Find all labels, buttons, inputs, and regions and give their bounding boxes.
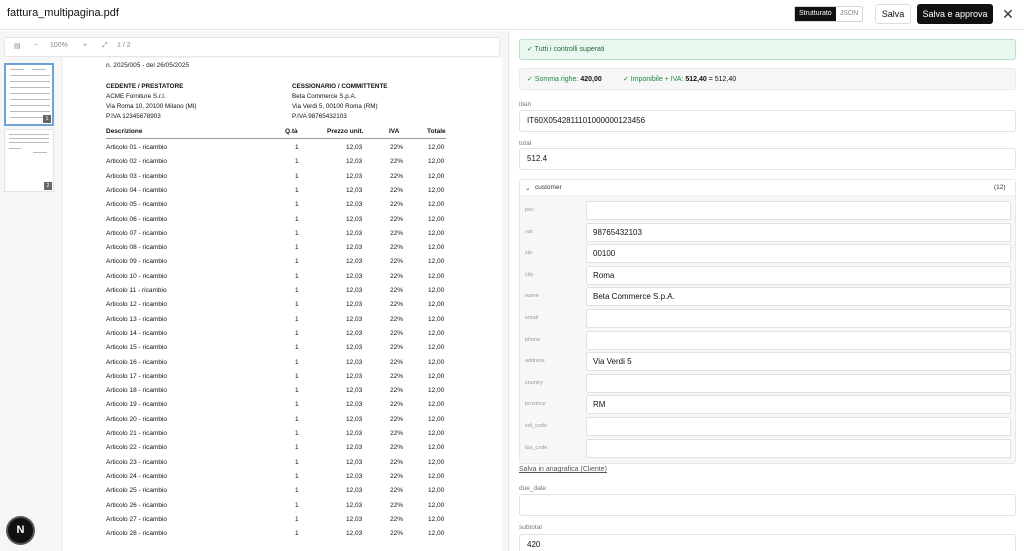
extraction-form bbox=[510, 31, 1024, 551]
pdf-toolbar bbox=[4, 37, 500, 57]
customer-phone-label: phone bbox=[525, 336, 541, 343]
cell-unit-price: 12,03 bbox=[346, 458, 363, 466]
cell-quantity: 1 bbox=[295, 144, 299, 151]
cell-vat: 22% bbox=[390, 515, 404, 523]
customer-province-label: province bbox=[525, 401, 546, 408]
cell-description: Articolo 18 - ricambio bbox=[106, 387, 168, 395]
column-unit-price: Prezzo unit. bbox=[327, 128, 364, 135]
buyer-vat: P.IVA 98765432103 bbox=[292, 113, 347, 120]
cell-vat: 22% bbox=[390, 215, 404, 223]
cell-total: 12,00 bbox=[428, 515, 445, 523]
total-label: total bbox=[519, 140, 532, 147]
customer-tax-code-label: tax_code bbox=[525, 444, 548, 451]
customer-sdi-code-label: sdi_code bbox=[525, 423, 548, 429]
cell-unit-price: 12,03 bbox=[346, 201, 363, 209]
cell-vat: 22% bbox=[390, 258, 404, 266]
table-row bbox=[106, 386, 446, 400]
cell-quantity: 1 bbox=[295, 458, 299, 466]
customer-group bbox=[519, 179, 1016, 464]
cell-vat: 22% bbox=[390, 472, 404, 480]
buyer-block bbox=[292, 82, 388, 122]
cell-vat: 22% bbox=[390, 186, 404, 194]
seller-vat: P.IVA 12345678903 bbox=[106, 113, 161, 120]
document-filename: fattura_multipagina.pdf bbox=[7, 7, 119, 19]
cell-total: 12,00 bbox=[428, 387, 445, 395]
cell-vat: 22% bbox=[390, 144, 404, 151]
sum-check-label: ✓ Somma righe: bbox=[527, 76, 579, 83]
buyer-heading: CESSIONARIO / COMMITTENTE bbox=[292, 83, 388, 90]
invoice-number: n. 2025/005 - del 26/05/2025 bbox=[106, 62, 190, 69]
subtotal-field[interactable]: 420 bbox=[519, 534, 1016, 551]
cell-unit-price: 12,03 bbox=[346, 387, 363, 395]
cell-vat: 22% bbox=[390, 244, 404, 252]
cell-description: Articolo 10 - ricambio bbox=[106, 272, 168, 280]
table-row bbox=[106, 529, 446, 543]
cell-total: 12,00 bbox=[428, 501, 445, 509]
cell-vat: 22% bbox=[390, 201, 404, 209]
cell-description: Articolo 09 - ricambio bbox=[106, 258, 168, 266]
view-mode-json[interactable]: JSON bbox=[839, 10, 859, 17]
cell-unit-price: 12,03 bbox=[346, 186, 363, 194]
total-field[interactable]: 512.4 bbox=[519, 148, 1016, 170]
cell-vat: 22% bbox=[390, 430, 404, 437]
table-row bbox=[106, 257, 446, 271]
cell-unit-price: 12,03 bbox=[346, 501, 363, 509]
cell-unit-price: 12,03 bbox=[346, 144, 363, 151]
cell-description: Articolo 17 - ricambio bbox=[106, 372, 168, 380]
cell-total: 12,00 bbox=[428, 272, 445, 280]
customer-vat-label: vat bbox=[525, 228, 533, 235]
page-thumbnails bbox=[4, 63, 54, 549]
cell-unit-price: 12,03 bbox=[346, 172, 363, 180]
subtotal-label: subtotal bbox=[519, 524, 542, 531]
table-row bbox=[106, 515, 446, 529]
cell-quantity: 1 bbox=[295, 515, 299, 523]
zoom-out-button[interactable]: − bbox=[34, 42, 39, 49]
validation-banner: ✓ Tutti i controlli superati bbox=[519, 39, 1016, 60]
cell-quantity: 1 bbox=[295, 315, 299, 323]
table-row bbox=[106, 343, 446, 357]
table-row bbox=[106, 200, 446, 214]
table-row bbox=[106, 143, 446, 157]
table-row bbox=[106, 300, 446, 314]
table-row bbox=[106, 286, 446, 300]
cell-quantity: 1 bbox=[295, 301, 299, 309]
table-row bbox=[106, 329, 446, 343]
cell-quantity: 1 bbox=[295, 172, 299, 180]
cell-description: Articolo 07 - ricambio bbox=[106, 229, 168, 237]
cell-vat: 22% bbox=[390, 501, 404, 509]
cell-description: Articolo 04 - ricambio bbox=[106, 186, 168, 194]
column-total: Totale bbox=[427, 128, 446, 135]
cell-total: 12,00 bbox=[428, 258, 445, 266]
app-logo-badge[interactable]: N bbox=[8, 518, 33, 543]
table-row bbox=[106, 186, 446, 200]
cell-description: Articolo 19 - ricambio bbox=[106, 401, 168, 409]
customer-zip-field[interactable]: 00100 bbox=[586, 244, 1011, 263]
cell-unit-price: 12,03 bbox=[346, 530, 363, 538]
cell-total: 12,00 bbox=[428, 401, 445, 409]
cell-total: 12,00 bbox=[428, 430, 445, 437]
pdf-page bbox=[62, 58, 502, 551]
table-row bbox=[106, 415, 446, 429]
customer-name-field[interactable]: Beta Commerce S.p.A. bbox=[586, 287, 1011, 306]
cell-total: 12,00 bbox=[428, 229, 445, 237]
table-row bbox=[106, 429, 446, 443]
cell-total: 12,00 bbox=[428, 201, 445, 209]
cell-quantity: 1 bbox=[295, 329, 299, 337]
cell-unit-price: 12,03 bbox=[346, 244, 363, 252]
cell-description: Articolo 25 - ricambio bbox=[106, 487, 168, 495]
table-row bbox=[106, 172, 446, 186]
cell-unit-price: 12,03 bbox=[346, 215, 363, 223]
cell-unit-price: 12,03 bbox=[346, 430, 363, 437]
table-row bbox=[106, 443, 446, 457]
cell-quantity: 1 bbox=[295, 430, 299, 437]
view-mode-structured[interactable]: Strutturato bbox=[795, 7, 836, 21]
customer-group-title: customer bbox=[535, 184, 562, 191]
table-row bbox=[106, 157, 446, 171]
cell-unit-price: 12,03 bbox=[346, 472, 363, 480]
thumbnail-page-2[interactable] bbox=[4, 129, 54, 192]
cell-description: Articolo 05 - ricambio bbox=[106, 201, 168, 209]
customer-tax-code-field[interactable] bbox=[586, 439, 1011, 458]
cell-unit-price: 12,03 bbox=[346, 229, 363, 237]
tax-check-label: ✓ Imponibile + IVA: bbox=[623, 76, 684, 83]
customer-name-label: name bbox=[525, 293, 539, 300]
column-vat: IVA bbox=[389, 128, 400, 135]
customer-city-field[interactable]: Roma bbox=[586, 266, 1011, 285]
cell-vat: 22% bbox=[390, 372, 404, 380]
cell-unit-price: 12,03 bbox=[346, 401, 363, 409]
cell-description: Articolo 24 - ricambio bbox=[106, 472, 168, 480]
table-row bbox=[106, 472, 446, 486]
zoom-level: 100% bbox=[50, 42, 68, 49]
customer-email-field[interactable] bbox=[586, 309, 1011, 328]
customer-address-field[interactable]: Via Verdi 5 bbox=[586, 352, 1011, 371]
cell-description: Articolo 22 - ricambio bbox=[106, 444, 168, 452]
cell-vat: 22% bbox=[390, 487, 404, 495]
buyer-address: Via Verdi 5, 00100 Roma (RM) bbox=[292, 103, 378, 110]
tax-check-value: 512,40 bbox=[685, 76, 707, 83]
cell-description: Articolo 23 - ricambio bbox=[106, 458, 168, 466]
sum-check-value: 420,00 bbox=[580, 76, 602, 83]
zoom-in-button[interactable]: + bbox=[83, 42, 88, 49]
table-row bbox=[106, 372, 446, 386]
cell-description: Articolo 26 - ricambio bbox=[106, 501, 168, 509]
seller-name: ACME Forniture S.r.l. bbox=[106, 93, 166, 100]
seller-block bbox=[106, 82, 197, 122]
save-and-approve-button[interactable]: Salva e approva bbox=[917, 4, 993, 24]
cell-description: Articolo 12 - ricambio bbox=[106, 301, 168, 309]
cell-quantity: 1 bbox=[295, 344, 299, 352]
cell-description: Articolo 13 - ricambio bbox=[106, 315, 168, 323]
cell-vat: 22% bbox=[390, 287, 404, 294]
cell-unit-price: 12,03 bbox=[346, 487, 363, 495]
cell-vat: 22% bbox=[390, 301, 404, 309]
cell-vat: 22% bbox=[390, 401, 404, 409]
cell-vat: 22% bbox=[390, 272, 404, 280]
cell-total: 12,00 bbox=[428, 472, 445, 480]
thumbnail-page-1[interactable] bbox=[4, 63, 54, 126]
seller-heading: CEDENTE / PRESTATORE bbox=[106, 83, 184, 90]
cell-description: Articolo 11 - ricambio bbox=[106, 287, 167, 294]
cell-total: 12,00 bbox=[428, 172, 445, 180]
cell-total: 12,00 bbox=[428, 344, 445, 352]
customer-address-label: address bbox=[525, 358, 545, 365]
items-table-header bbox=[106, 127, 446, 139]
cell-description: Articolo 27 - ricambio bbox=[106, 515, 168, 523]
cell-description: Articolo 28 - ricambio bbox=[106, 530, 168, 538]
cell-vat: 22% bbox=[390, 229, 404, 237]
cell-vat: 22% bbox=[390, 387, 404, 395]
table-row bbox=[106, 400, 446, 414]
cell-quantity: 1 bbox=[295, 272, 299, 280]
cell-total: 12,00 bbox=[428, 415, 445, 423]
view-mode-toggle[interactable] bbox=[794, 6, 863, 22]
cell-description: Articolo 03 - ricambio bbox=[106, 172, 168, 180]
cell-quantity: 1 bbox=[295, 358, 299, 366]
cell-quantity: 1 bbox=[295, 487, 299, 495]
customer-zip-label: zip bbox=[525, 250, 533, 257]
cell-description: Articolo 01 - ricambio bbox=[106, 144, 168, 151]
table-row bbox=[106, 486, 446, 500]
cell-quantity: 1 bbox=[295, 229, 299, 237]
tax-check-result: = 512,40 bbox=[708, 76, 737, 83]
cell-unit-price: 12,03 bbox=[346, 344, 363, 352]
cell-unit-price: 12,03 bbox=[346, 272, 363, 280]
table-row bbox=[106, 229, 446, 243]
cell-quantity: 1 bbox=[295, 530, 299, 538]
customer-pec-label: pec bbox=[525, 207, 534, 213]
buyer-name: Beta Commerce S.p.A. bbox=[292, 93, 357, 100]
customer-city-label: city bbox=[525, 271, 534, 278]
due-date-field[interactable] bbox=[519, 494, 1016, 516]
tax-check bbox=[623, 75, 736, 83]
table-row bbox=[106, 243, 446, 257]
cell-description: Articolo 15 - ricambio bbox=[106, 344, 168, 352]
customer-province-field[interactable]: RM bbox=[586, 395, 1011, 414]
cell-description: Articolo 08 - ricambio bbox=[106, 244, 168, 252]
cell-total: 12,00 bbox=[428, 458, 445, 466]
customer-group-header[interactable] bbox=[520, 180, 1015, 196]
cell-total: 12,00 bbox=[428, 215, 445, 223]
save-to-registry-link[interactable]: Salva in anagrafica (Cliente) bbox=[519, 466, 607, 473]
cell-vat: 22% bbox=[390, 415, 404, 423]
cell-total: 12,00 bbox=[428, 329, 445, 337]
cell-total: 12,00 bbox=[428, 315, 445, 323]
cell-total: 12,00 bbox=[428, 244, 445, 252]
customer-sdi-code-field[interactable] bbox=[586, 417, 1011, 436]
cell-unit-price: 12,03 bbox=[346, 372, 363, 380]
cell-description: Articolo 06 - ricambio bbox=[106, 215, 168, 223]
cell-total: 12,00 bbox=[428, 301, 445, 309]
cell-unit-price: 12,03 bbox=[346, 315, 363, 323]
sidebar-toggle-icon[interactable]: ▤ bbox=[14, 43, 21, 50]
thumbnail-page-number: 1 bbox=[43, 115, 51, 123]
customer-field-count: (12) bbox=[994, 184, 1006, 191]
chevron-down-icon[interactable]: ⌄ bbox=[525, 185, 531, 192]
table-row bbox=[106, 215, 446, 229]
cell-vat: 22% bbox=[390, 158, 404, 166]
table-row bbox=[106, 272, 446, 286]
cell-total: 12,00 bbox=[428, 530, 445, 538]
cell-vat: 22% bbox=[390, 530, 404, 538]
due-date-label: due_date bbox=[519, 485, 547, 492]
table-row bbox=[106, 501, 446, 515]
iban-field[interactable]: IT60X0542811101000000123456 bbox=[519, 110, 1016, 132]
cell-quantity: 1 bbox=[295, 387, 299, 395]
cell-vat: 22% bbox=[390, 344, 404, 352]
cell-unit-price: 12,03 bbox=[346, 444, 363, 452]
cell-unit-price: 12,03 bbox=[346, 258, 363, 266]
column-quantity: Q.tà bbox=[285, 128, 298, 135]
cell-total: 12,00 bbox=[428, 487, 445, 495]
cell-quantity: 1 bbox=[295, 287, 299, 294]
cell-unit-price: 12,03 bbox=[346, 515, 363, 523]
iban-label: iban bbox=[519, 101, 532, 108]
cell-vat: 22% bbox=[390, 444, 404, 452]
cell-unit-price: 12,03 bbox=[346, 329, 363, 337]
cell-description: Articolo 16 - ricambio bbox=[106, 358, 168, 366]
page-indicator: 1 / 2 bbox=[117, 42, 131, 49]
save-button[interactable]: Salva bbox=[875, 4, 911, 24]
customer-country-label: country bbox=[525, 379, 544, 386]
cell-total: 12,00 bbox=[428, 358, 445, 366]
customer-email-label: email bbox=[525, 315, 539, 321]
validation-checks bbox=[519, 68, 1016, 90]
cell-vat: 22% bbox=[390, 315, 404, 323]
cell-total: 12,00 bbox=[428, 372, 445, 380]
cell-vat: 22% bbox=[390, 329, 404, 337]
cell-quantity: 1 bbox=[295, 158, 299, 166]
cell-vat: 22% bbox=[390, 172, 404, 180]
cell-unit-price: 12,03 bbox=[346, 358, 363, 366]
cell-unit-price: 12,03 bbox=[346, 287, 363, 294]
cell-unit-price: 12,03 bbox=[346, 301, 363, 309]
cell-unit-price: 12,03 bbox=[346, 158, 363, 166]
cell-quantity: 1 bbox=[295, 415, 299, 423]
table-row bbox=[106, 458, 446, 472]
sum-check bbox=[527, 75, 602, 83]
pdf-viewer bbox=[0, 31, 509, 551]
cell-description: Articolo 21 - ricambio bbox=[106, 430, 168, 437]
customer-pec-field[interactable] bbox=[586, 201, 1011, 220]
customer-phone-field[interactable] bbox=[586, 331, 1011, 350]
cell-quantity: 1 bbox=[295, 372, 299, 380]
cell-quantity: 1 bbox=[295, 244, 299, 252]
cell-total: 12,00 bbox=[428, 158, 445, 166]
cell-quantity: 1 bbox=[295, 472, 299, 480]
cell-quantity: 1 bbox=[295, 501, 299, 509]
cell-quantity: 1 bbox=[295, 444, 299, 452]
close-icon[interactable]: ✕ bbox=[1002, 6, 1014, 22]
cell-quantity: 1 bbox=[295, 215, 299, 223]
customer-vat-field[interactable]: 98765432103 bbox=[586, 223, 1011, 242]
cell-quantity: 1 bbox=[295, 186, 299, 194]
cell-total: 12,00 bbox=[428, 186, 445, 194]
customer-country-field[interactable] bbox=[586, 374, 1011, 393]
cell-unit-price: 12,03 bbox=[346, 415, 363, 423]
cell-total: 12,00 bbox=[428, 287, 445, 294]
cell-description: Articolo 14 - ricambio bbox=[106, 329, 168, 337]
cell-quantity: 1 bbox=[295, 401, 299, 409]
thumbnail-page-number: 2 bbox=[44, 182, 52, 190]
table-row bbox=[106, 358, 446, 372]
cell-vat: 22% bbox=[390, 458, 404, 466]
cell-description: Articolo 20 - ricambio bbox=[106, 415, 168, 423]
table-row bbox=[106, 315, 446, 329]
top-bar bbox=[0, 0, 1024, 30]
cell-quantity: 1 bbox=[295, 258, 299, 266]
cell-vat: 22% bbox=[390, 358, 404, 366]
column-description: Descrizione bbox=[106, 128, 143, 135]
cell-description: Articolo 02 - ricambio bbox=[106, 158, 168, 166]
cell-total: 12,00 bbox=[428, 144, 445, 151]
cell-quantity: 1 bbox=[295, 201, 299, 209]
cell-total: 12,00 bbox=[428, 444, 445, 452]
seller-address: Via Roma 10, 20100 Milano (MI) bbox=[106, 103, 197, 110]
fit-page-icon[interactable]: ⤢ bbox=[102, 42, 108, 49]
